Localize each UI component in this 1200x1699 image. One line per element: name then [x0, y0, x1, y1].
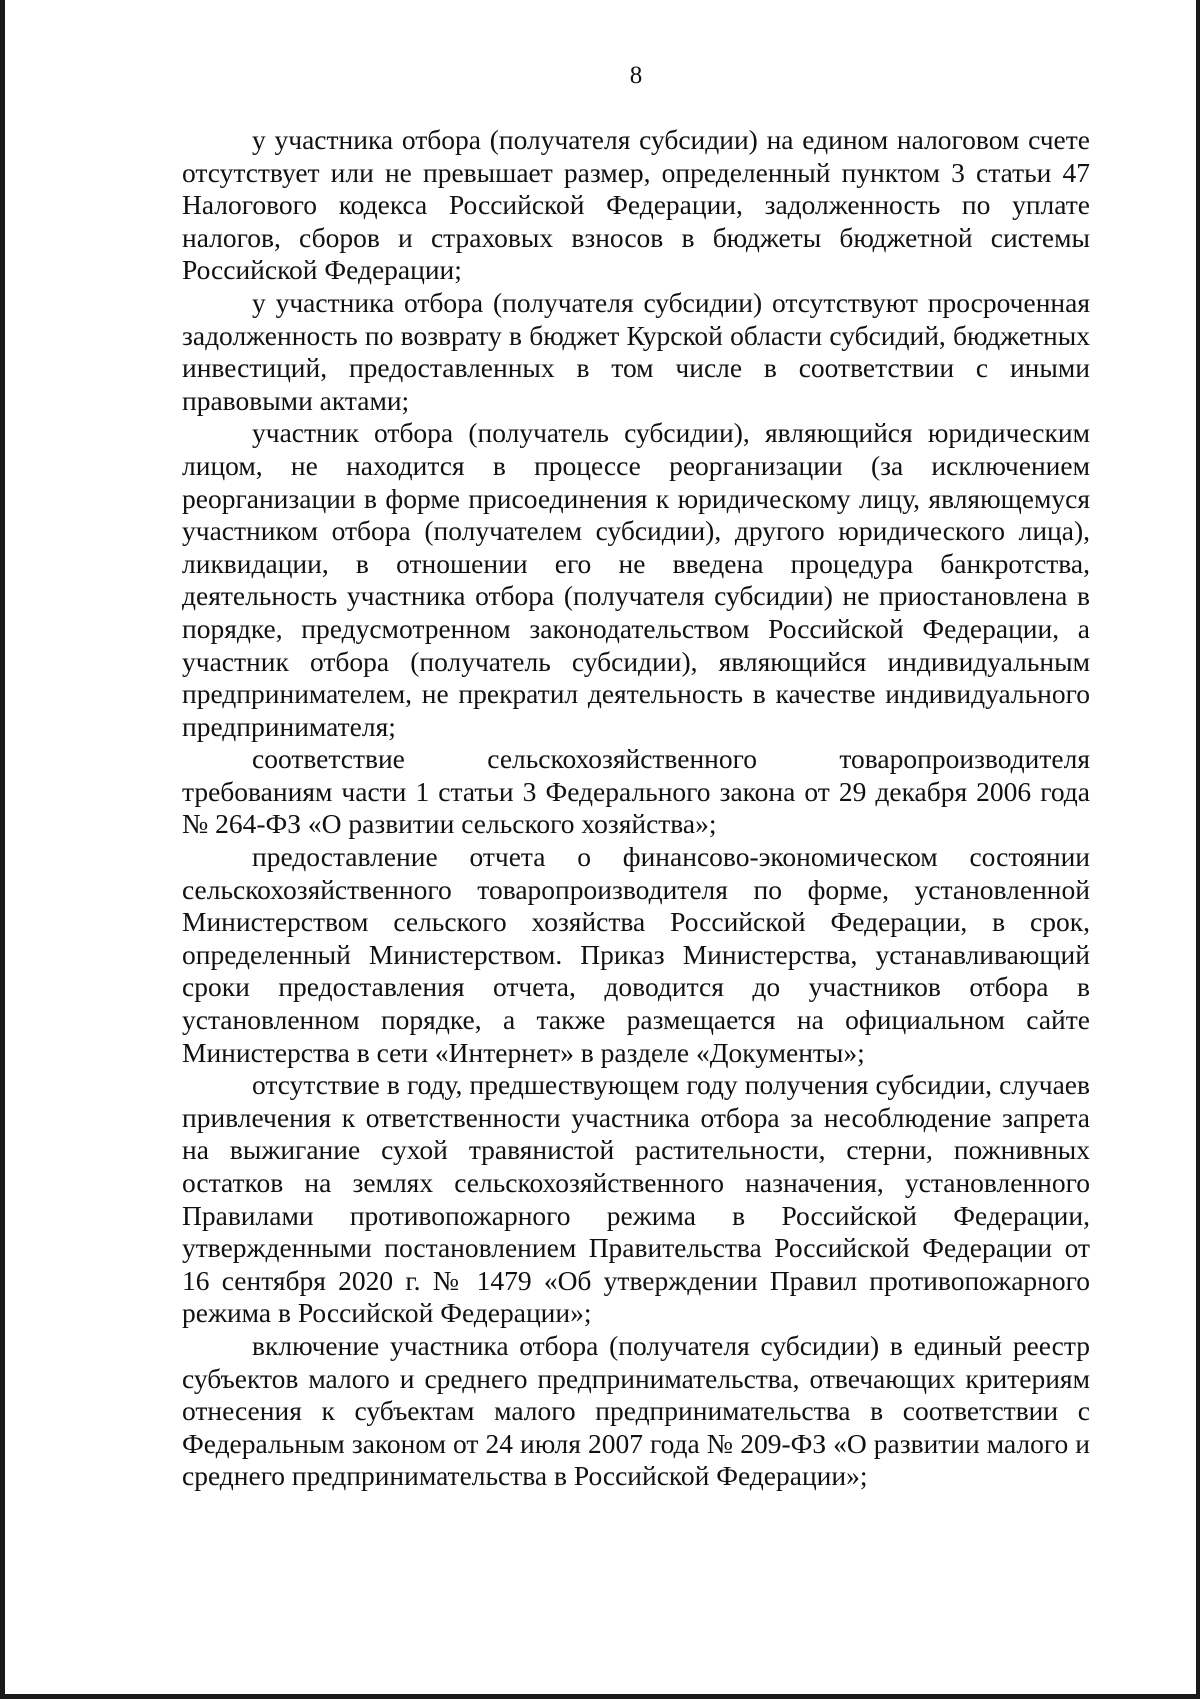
paragraph-fire-safety: отсутствие в году, предшествующем году получения субсидии, случаев привлечения к ответственности участника отбора за несоблюдение запрета на выжигание сухой травянистой растительности, стерни, пожнивных остатков на землях сельскохозяйственного назначения, установленного Правилами противопожарного режима в Российской Федерации, утвержденными постановлением Правительства Российской Федерации от 16 сентября 2020 г. № 1479 «Об утверждении Правил противопожарного режима в Российской Федерации»;: [182, 1069, 1090, 1329]
paragraph-producer-requirements: соответствие сельскохозяйственного товаропроизводителя требованиям части 1 статьи 3 Федерального закона от 29 декабря 2006 года № 264-ФЗ «О развитии сельского хозяйства»;: [182, 743, 1090, 840]
scan-edge-right: [1196, 0, 1200, 1699]
paragraph-financial-report: предоставление отчета о финансово-экономическом состоянии сельскохозяйственного товаропроизводителя по форме, установленной Министерством сельского хозяйства Российской Федерации, в срок, определенный Министерством. Приказ Министерства, устанавливающий сроки предоставления отчета, доводится до участников отбора в установленном порядке, а также размещается на официальном сайте Министерства в сети «Интернет» в разделе «Документы»;: [182, 841, 1090, 1068]
paragraph-reorganization: участник отбора (получатель субсидии), являющийся юридическим лицом, не находится в процессе реорганизации (за исключением реорганизации в форме присоединения к юридическому лицу, являющемуся участником отбора (получателем субсидии), другого юридического лица), ликвидации, в отношении его не введена процедура банкротства, деятельность участника отбора (получателя субсидии) не приостановлена в порядке, предусмотренном законодательством Российской Федерации, а участник отбора (получатель субсидии), являющийся индивидуальным предпринимателем, не прекратил деятельность в качестве индивидуального предпринимателя;: [182, 417, 1090, 742]
paragraph-tax-debt: у участника отбора (получателя субсидии) на едином налоговом счете отсутствует или не превышает размер, определенный пунктом 3 статьи 47 Налогового кодекса Российской Федерации, задолженность по уплате налогов, сборов и страховых взносов в бюджеты бюджетной системы Российской Федерации;: [182, 124, 1090, 286]
paragraph-sme-registry: включение участника отбора (получателя субсидии) в единый реестр субъектов малого и среднего предпринимательства, отвечающих критериям отнесения к субъектам малого предпринимательства в соответствии с Федеральным законом от 24 июля 2007 года № 209-ФЗ «О развитии малого и среднего предпринимательства в Российской Федерации»;: [182, 1329, 1090, 1492]
scan-edge-bottom: [0, 1694, 1200, 1699]
paragraph-overdue-debt: у участника отбора (получателя субсидии) отсутствуют просроченная задолженность по возврату в бюджет Курской области субсидий, бюджетных инвестиций, предоставленных в том числе в соответствии с иными правовыми актами;: [182, 286, 1090, 416]
document-body: [182, 124, 1090, 1493]
page-number: 8: [629, 62, 643, 89]
scan-edge-left: [0, 0, 5, 1699]
